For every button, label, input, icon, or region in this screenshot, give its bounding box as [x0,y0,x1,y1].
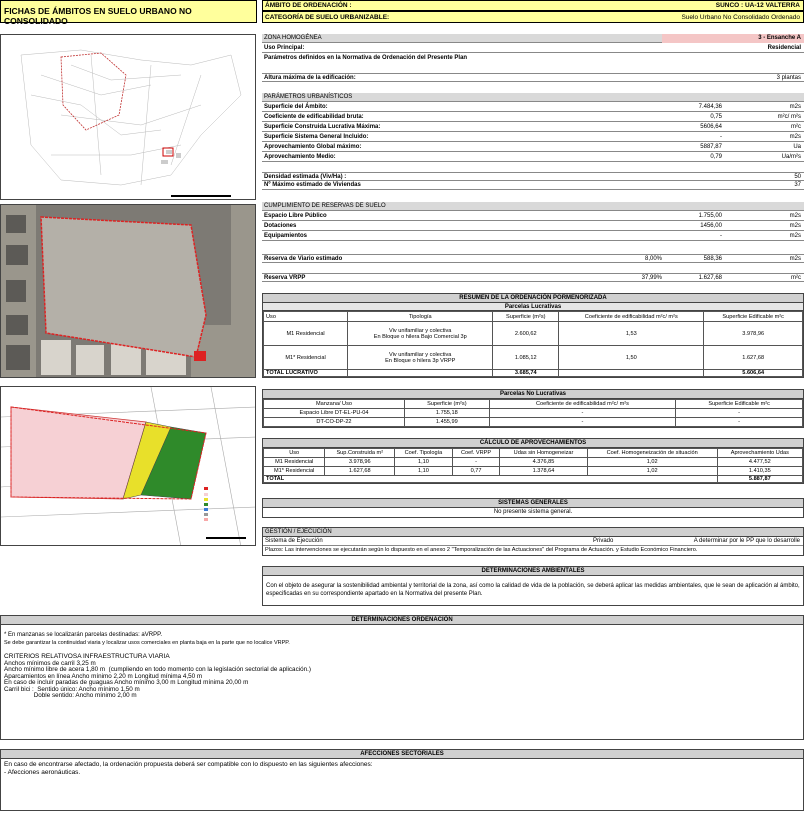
nolucrativas-edif: - [676,409,803,418]
viario-label: Reserva de Viario estimado [264,256,343,262]
parametro-label: Aprovechamiento Global máximo: [264,144,362,150]
parametro-row [262,133,804,142]
parametro-value: 0,75 [710,114,722,120]
nolucrativas-header-row [264,400,803,409]
aprov-tip: 1,10 [395,458,453,467]
reserva-unit: m2s [789,233,801,239]
aprov-total-value: 5.887,87 [717,476,802,483]
resumen-table [263,311,803,377]
altura-value: 3 plantas [776,75,801,81]
uso-value: Residencial [767,45,801,51]
sistemas-title: SISTEMAS GENERALES [263,499,803,508]
viario-value: 588,36 [703,256,722,262]
resumen-tipologia [348,322,493,346]
ambientales-box [262,566,804,606]
ambito-value: SUNCO : UA-12 VALTERRA [715,2,800,9]
param-note: Parámetros definidos en la Normativa de Ordenación del Presente Plan [264,55,468,61]
parametro-row [262,143,804,152]
resumen-tipologia-1: Viv unifamiliar y colectiva [389,327,452,334]
document-title: FICHAS DE ÁMBITOS EN SUELO URBANO NO CONSOLIDADO [4,6,192,26]
nolucrativas-uso: DT-CO-DP-22 [264,418,405,427]
vrpp-value: 1.627,68 [698,275,722,281]
zona-label: ZONA HOMOGÉNEA [264,35,322,41]
ordenacion-line: En caso de incluir paradas de guaguas Ancho mínimo 3,00 m Longitud mínima 20,00 m [4,679,249,686]
categoria-label: CATEGORÍA DE SUELO URBANIZABLE: [265,14,390,21]
gestion-title: GESTIÓN / EJECUCIÓN [263,528,803,537]
parametro-unit: Ua [793,144,801,150]
vrpp-unit: m²c [791,275,801,281]
nolucrativas-sup: 1.755,18 [404,409,489,418]
aprov-hom: 1,02 [587,458,717,467]
ambito-row [262,0,804,11]
aprov-sup: 3.978,96 [325,458,395,467]
nolucrativas-row [264,409,803,418]
nolucrativas-uso: Espacio Libre DT-EL-PU-04 [264,409,405,418]
parametro-value: 5887,87 [700,144,722,150]
gestion-plazos: Plazos: Las intervenciones se ejecutarán según lo dispuesto en el anexo 2 "Temporalización de las Actuaciones" del Programa de Actuación. y Estudio Económico Financiero. [265,547,698,553]
location-map-graphic [1,35,256,200]
aprov-uso: M1* Residencial [264,467,325,476]
parametro-unit: m2s [789,104,801,110]
afecciones-title: AFECCIONES SECTORIALES [1,750,803,759]
nolucrativas-box [262,389,804,428]
nolucrativas-header-cell: Superficie (m²s) [404,400,489,409]
reserva-unit: m2s [789,223,801,229]
altura-label: Altura máxima de la edificación: [264,75,356,81]
resumen-total-row [264,370,803,377]
parametro-value: - [720,134,722,140]
aprov-header-cell: Coef. VRPP [452,449,500,458]
location-map [0,34,256,200]
altura-row [262,73,804,82]
resumen-tipologia-2: En Bloque o hilera 3p VRPP [385,357,456,364]
ordenacion-line: Carril bici : Sentido único: Ancho mínimo 1,50 m [4,685,140,693]
parametro-row [262,153,804,162]
ordenacion-line: Anchos mínimos de carril 3,25 m [4,659,96,667]
afecciones-box [0,749,804,811]
resumen-header-cell: Coeficiente de edificabilidad m²c/ m²s [559,312,704,322]
parametro-unit: Ua/m²s [781,154,801,160]
resumen-title: RESUMEN DE LA ORDENACIÓN PORMENORIZADA [263,294,803,303]
parametro-value: 7.484,36 [698,104,722,110]
parametro-label: Superficie Sistema General Incluido: [264,134,369,140]
aprov-header-cell: Sup.Construida m² [325,449,395,458]
viviendas-value: 37 [794,182,801,188]
aerial-photo-graphic [1,205,256,378]
nolucrativas-header-cell: Manzana/ Uso [264,400,405,409]
resumen-header-row [264,312,803,322]
zona-value: 3 - Ensanche A [758,35,801,41]
resumen-tipologia [348,346,493,370]
nolucrativas-sup: 1.455,99 [404,418,489,427]
resumen-header-cell: Tipología [348,312,493,322]
resumen-total-sup: 3.685,74 [493,370,559,377]
parametro-unit: m²c/ m²s [777,114,801,120]
resumen-total-label: TOTAL LUCRATIVO [264,370,348,377]
resumen-subtitle: Parcelas Lucrativas [263,303,803,311]
ambientales-text: Con el objeto de asegurar la sostenibilidad ambiental y territorial de la zona, así como la calidad de vida de la población, se deberá aplicar las medidas ambientales, que le sean de aplicación al ámbito, especificadas en su correspondiente apartado en la Normativa del presente Plan. [266,583,800,597]
categoria-value: Suelo Urbano No Consolidado Ordenado [681,14,800,21]
nolucrativas-table [263,399,803,427]
ordenacion-line: Ancho mínimo libre de acera 1,80 m (cumpliendo en todo momento con la legislación sectorial de aplicación.) [4,666,311,673]
zona-value-cell [662,34,804,43]
parametro-label: Superficie del Ámbito: [264,104,328,110]
categoria-row [262,11,804,23]
viario-unit: m2s [789,256,801,262]
parametros-title-text: PARÁMETROS URBANÍSTICOS [264,94,353,100]
afecciones-line1: En caso de encontrarse afectado, la ordenación propuesta deberá ser compatible con lo dispuesto en las siguientes afecciones: [4,761,373,768]
aprov-uso: M1 Residencial [264,458,325,467]
ordenacion-line: Doble sentido: Ancho mínimo 2,00 m [4,692,137,699]
ordenacion-box [0,615,804,740]
document-title-box [0,0,257,26]
aprov-tip: 1,10 [395,467,453,476]
afecciones-line2: - Afecciones aeronáuticas. [4,769,81,776]
viario-pct: 8,00% [644,256,662,262]
aprov-total-row [264,476,803,483]
parametro-label: Coeficiente de edificabilidad bruta: [264,114,364,120]
reserva-row [262,212,804,221]
sistemas-box [262,498,804,518]
resumen-box [262,293,804,378]
aprov-total-label: TOTAL [264,476,718,483]
parametro-value: 0,79 [710,154,722,160]
ordenacion-title: DETERMINACIONES ORDENACIÓN [1,616,803,625]
aprov-title: CÁLCULO DE APROVECHAMIENTOS [263,439,803,448]
vrpp-pct: 37,99% [641,275,662,281]
resumen-uso: M1 Residencial [264,322,348,346]
reserva-value: - [720,233,722,239]
ordenacion-criterios-title: CRITERIOS RELATIVOSA INFRAESTRUCTURA VIARIA [4,653,170,660]
resumen-row [264,322,803,346]
nolucrativas-coef: - [489,409,676,418]
parametro-row [262,103,804,112]
resumen-edif: 1.627,68 [704,346,803,370]
gestion-sistema-value: Privado [593,538,614,544]
parametros-title [262,93,804,102]
aprov-vrpp: 0,77 [452,467,500,476]
parametro-unit: m2s [789,134,801,140]
parametro-label: Aprovechamiento Medio: [264,154,336,160]
resumen-coef: 1,50 [559,346,704,370]
viario-row [262,254,804,263]
aprov-header-cell: Aprovechamiento Udas [717,449,802,458]
parametro-row [262,113,804,122]
resumen-uso: M1* Residencial [264,346,348,370]
gestion-sistema-label: Sistema de Ejecución [265,538,323,544]
resumen-sup: 2.600,62 [493,322,559,346]
aprov-header-cell: Uso [264,449,325,458]
resumen-header-cell: Uso [264,312,348,322]
aprov-vrpp: - [452,458,500,467]
aprov-header-cell: Coef. Tipología [395,449,453,458]
nolucrativas-title: Parcelas No Lucrativas [263,390,803,399]
vrpp-label: Reserva VRPP [264,275,306,281]
reserva-label: Espacio Libre Público [264,213,327,219]
densidad-value: 50 [794,174,801,180]
gestion-sistema-note: A determinar por le PP que lo desarrolle [693,538,800,544]
viviendas-row [262,181,804,190]
aprov-hom: 1,02 [587,467,717,476]
zoning-plan [0,386,256,546]
nolucrativas-row [264,418,803,427]
aprov-sup: 1.627,68 [325,467,395,476]
resumen-coef: 1,53 [559,322,704,346]
aprov-udas: 4.376,85 [500,458,587,467]
aprov-header-row [264,449,803,458]
viviendas-label: Nº Máximo estimado de Viviendas [264,182,361,188]
param-note-row [262,54,804,63]
gestion-box [262,527,804,556]
resumen-total-edif: 5.606,64 [704,370,803,377]
ordenacion-line: Aparcamientos en línea Ancho mínimo 2,20 m Longitud mínima 4,50 m [4,672,203,680]
reservas-title-text: CUMPLIMIENTO DE RESERVAS DE SUELO [264,203,386,209]
aprov-apr: 1.410,35 [717,467,802,476]
reserva-value: 1456,00 [700,223,722,229]
densidad-row [262,172,804,181]
sistemas-text: No presente sistema general. [493,509,573,515]
zoning-plan-graphic [1,387,256,546]
reserva-row [262,232,804,241]
nolucrativas-coef: - [489,418,676,427]
nolucrativas-header-cell: Coeficiente de edificabilidad m²c/ m²s [489,400,676,409]
ambientales-title: DETERMINACIONES AMBIENTALES [263,567,803,576]
aprov-row [264,467,803,476]
aprov-header-cell: Udas sin Homogeneizar [500,449,587,458]
ambito-label: ÁMBITO DE ORDENACIÓN : [265,2,352,9]
parametro-label: Superficie Construida Lucrativa Máxima: [264,124,381,130]
resumen-header-cell: Superficie Edificable m²c [704,312,803,322]
resumen-edif: 3.978,96 [704,322,803,346]
aprov-row [264,458,803,467]
nolucrativas-edif: - [676,418,803,427]
reserva-unit: m2s [789,213,801,219]
uso-label: Uso Principal: [264,45,305,51]
aprov-table [263,448,803,483]
parametro-value: 5606,64 [700,124,722,130]
resumen-row [264,346,803,370]
aprov-udas: 1.378,64 [500,467,587,476]
aerial-photo [0,204,256,378]
gestion-sistema-row [263,537,803,546]
resumen-header-cell: Superficie (m²s) [493,312,559,322]
resumen-tipologia-2: En Bloque o hilera Bajo Comercial 3p [373,333,467,340]
reserva-label: Dotaciones [264,223,297,229]
aprov-header-cell: Coef. Homogeneización de situación [587,449,717,458]
resumen-sup: 1.085,12 [493,346,559,370]
aprov-box [262,438,804,484]
resumen-tipologia-1: Viv unifamiliar y colectiva [389,351,452,358]
uso-row [262,44,804,53]
reserva-label: Equipamientos [264,233,308,239]
parametro-row [262,123,804,132]
reserva-row [262,222,804,231]
nolucrativas-header-cell: Superficie Edificable m²c [676,400,803,409]
ordenacion-note1: * En manzanas se localizarán parcelas destinadas: aVRPP. [4,632,162,638]
parametro-unit: m²c [791,124,801,130]
zona-row [262,34,804,43]
vrpp-row [262,273,804,282]
densidad-label: Densidad estimada (Viv/Ha) : [264,174,347,180]
reservas-title [262,202,804,211]
reserva-value: 1.755,00 [698,213,722,219]
aprov-apr: 4.477,52 [717,458,802,467]
ordenacion-note2: Se debe garantizar la continuidad viaria y localizar usos comerciales en planta baja en la parte que no localice VRPP. [4,639,290,646]
